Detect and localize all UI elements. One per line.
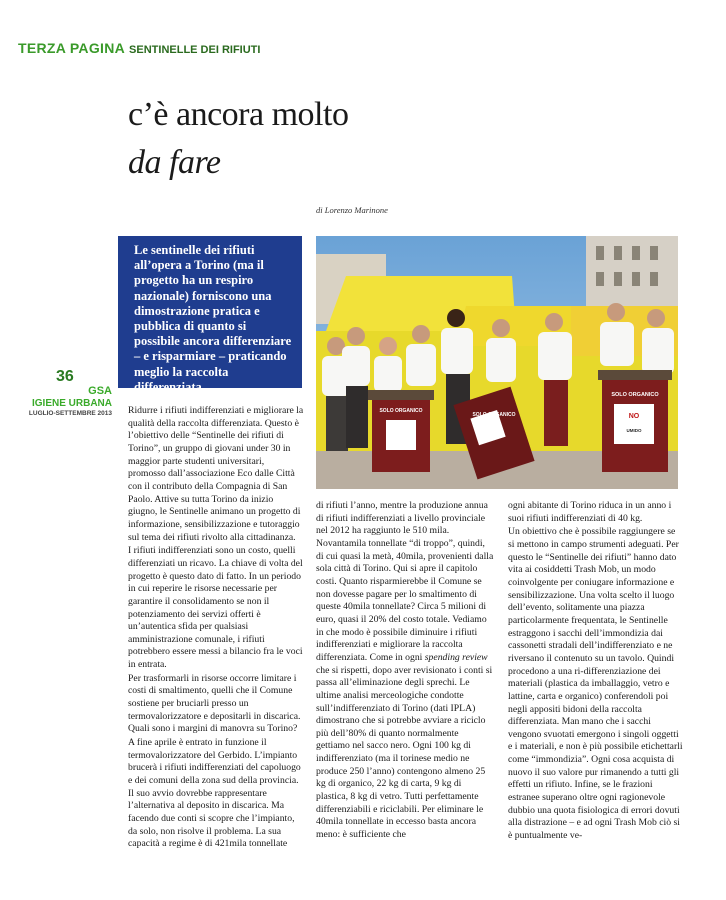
page-number: 36 [56,368,74,385]
lead-text: Le sentinelle dei rifiuti all’opera a Torino (ma il progetto ha un respiro nazionale) forniscono una dimostrazione pratica e pubblica di quanto si possibile ancora differenziare – e risparmiare – praticando meglio la raccolta differenziata. [134,243,292,394]
magazine-name: IGIENE URBANA [31,398,112,409]
column-1 [128,405,304,852]
bin-sign: NO [628,413,640,420]
section-header [18,40,260,58]
bin-label: SOLO ORGANICO [611,392,659,398]
column-3 [508,500,684,844]
emphasis: spending review [424,651,488,663]
column-2 [316,500,494,843]
paragraph: Ridurre i rifiuti indifferenziati e migliorare la qualità della raccolta differenziata. Questo è l’obiettivo delle “Sentinelle dei rifiuti di Torino”, un gruppo di giovani under 30 in maggior parte studenti universitari, promosso dall’associazione Eco dalle Città con il contributo della Compagnia di San Paolo. Attive su tutta Torino da inizio giugno, le Sentinelle animano un progetto di informazione, sensibilizzazione e tutoraggio sul tema dei rifiuti rivolto alla cittadinanza. [128,405,304,543]
byline: di Lorenzo Marinone [316,205,388,215]
section-name: TERZA PAGINA [18,40,126,56]
magazine-logo: GSA [88,385,112,397]
sign-caption: UMIDO [626,428,642,433]
paragraph-part: che si rispetti, dopo aver revisionato i conti si passa all’eliminazione degli sprechi. Le ultime analisi merceologiche condotte sull’indifferenziato di Torino (dati IPLA) dimostrano che si potrebbe avviare a riciclo più dell’80% di quanto normalmente gettiamo nel sacco nero. Ogni 100 kg di indifferenziato (ma il torinese medio ne produce 250 l’anno) contengono almeno 25 kg di organico, 22 kg di carta, 9 kg di plastica, 8 kg di vetro. Tutti perfettamente differenziabili e riciclabili. Per eliminare le 40mila tonnellate in eccesso basta ancora meno: è sufficiente che [316,664,493,841]
volunteers-photo-illustration [316,236,678,489]
article-title-line1: c’è ancora molto [128,96,349,133]
bin-label: SOLO ORGANICO [379,408,423,414]
article-photo [316,236,678,489]
paragraph [316,500,494,842]
paragraph: Un obiettivo che è possibile raggiungere se si mettono in campo strumenti adeguati. Per questo le “Sentinelle dei rifiuti” hanno dato vita ai cosiddetti Trash Mob, un modo coinvolgente per coniugare informazione e sensibilizzazione. Una volta scelto il luogo dell’evento, solitamente una piazza particolarmente frequentata, le Sentinelle estraggono i sacchi dell’immondizia dai cassonetti stradali dell’indifferenziato e ne riversano il contenuto su un tavolo. Quindi procedono a una ri-differenziazione dei materiali (plastica da imballaggio, vetro e lattine, carta e organico) conferendoli poi negli appositi bidoni della raccolta differenziata. Man mano che i sacchi vengono svuotati emergono i singoli oggetti e i materiali, e non è più possibile etichettarli come “immondizia”. Ogni cosa acquista di nuovo il suo valore pur rimanendo a tutti gli effetti un rifiuto. Infine, se le frazioni estranee superano oltre ogni ragionevole dubbio una quota fisiologica di errori dovuti alla distrazione – e ad ogni Trash Mob ciò si è puntualmente ve- [508,526,683,842]
paragraph: ogni abitante di Torino riduca in un anno i suoi rifiuti indifferenziati di 40 kg. [508,500,672,524]
bin-label: SOLO ORGANICO [472,412,516,418]
article-title-line2: da fare [128,144,221,181]
paragraph-part: di rifiuti l’anno, mentre la produzione annua di rifiuti indifferenziati a livello provinciale nel 2012 ha raggiunto le 510 mila. Novantamila tonnellate “di troppo”, quindi, di cui quasi la metà, 40mila, provenienti dalla sola città di Torino. Qui si apre il capitolo costi. Quanto risparmierebbe il Comune se non dovesse pagare per lo smaltimento di queste 40mila tonnellate? Circa 5 milioni di euro, quasi il 20% del costo totale. Vediamo in che modo è possibile diminuire i rifiuti indifferenziati e migliorare la raccolta differenziata. Come in ogni [316,500,494,663]
paragraph: I rifiuti indifferenziati sono un costo, quelli differenziati un ricavo. La chiave di volta del progetto è questo dato di fatto. In un periodo in cui reperire le risorse necessarie per garantire il consolidamento se non il potenziamento dei servizi offerti è un’autentica sfida per qualsiasi amministrazione comunale, i rifiuti potrebbero essere messi a bilancio fra le voci in entrata. [128,545,303,671]
paragraph: Per trasformarli in risorse occorre limitare i costi di smaltimento, quelli che il Comune sostiene per bruciarli presso un termovalorizzatore e depositarli in discarica. Quali sono i margini di manovra su Torino? [128,672,301,735]
paragraph: A fine aprile è entrato in funzione il termovalorizzatore del Gerbido. L’impianto brucerà i rifiuti indifferenziati del capoluogo e dei comuni della zona sud della provincia. Il suo avvio dovrebbe rappresentare l’alternativa al deposito in discarica. Ma facendo due conti si scopre che l’impianto, da solo, non risolve il problema. La sua capacità a regime è di 421mila tonnellate [128,737,301,850]
subsection-name: SENTINELLE DEI RIFIUTI [129,44,261,56]
issue-date: LUGLIO-SETTEMBRE 2013 [28,410,112,417]
lead-box [118,236,302,394]
